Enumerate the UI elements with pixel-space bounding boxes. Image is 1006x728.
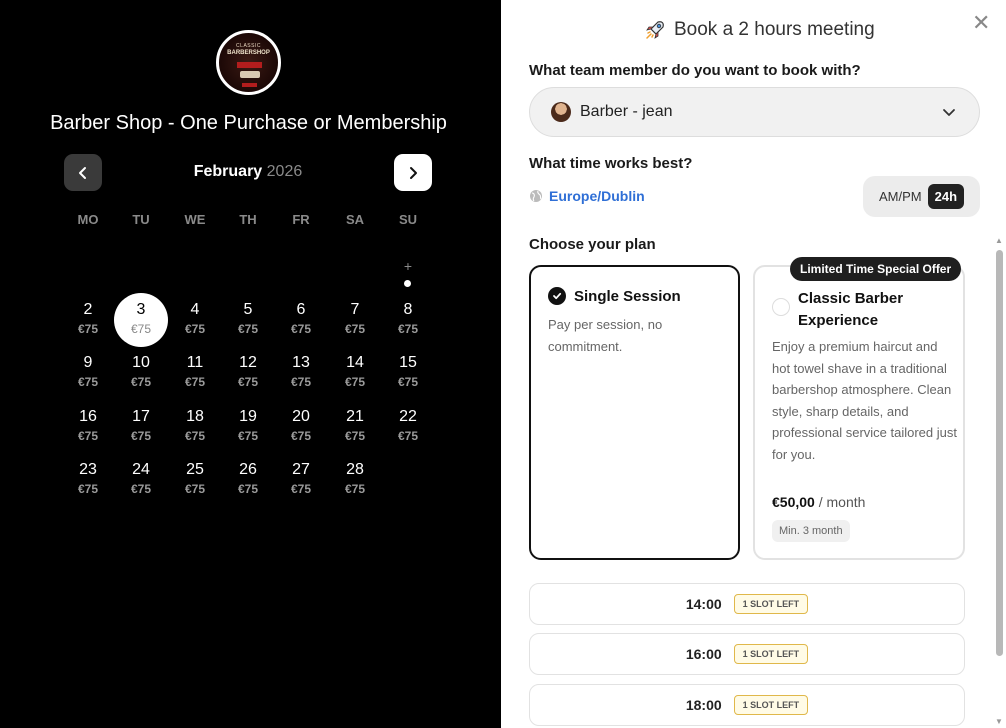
checkmark-icon (548, 287, 566, 305)
calendar-day[interactable] (328, 453, 382, 507)
month-name: February (193, 163, 263, 180)
plan-card-classic-barber[interactable] (753, 262, 965, 560)
calendar-day[interactable] (381, 293, 435, 347)
calendar-day[interactable] (221, 453, 275, 507)
weekday-label: SU (398, 212, 418, 227)
scroll-down-arrow-icon[interactable]: ▼ (995, 717, 1003, 726)
day-number: 6 (296, 301, 306, 318)
day-price: €75 (344, 429, 366, 443)
day-price: €75 (237, 429, 259, 443)
day-price: €75 (77, 322, 99, 336)
calendar-day[interactable] (274, 400, 328, 454)
plan-description: Enjoy a premium haircut and hot towel shave in a traditional barbershop atmosphere. Clean style, sharp details, and professional service tailored just for you. (772, 339, 957, 462)
scroll-up-arrow-icon[interactable]: ▲ (995, 236, 1003, 245)
calendar-day[interactable] (168, 400, 222, 454)
calendar-day[interactable] (114, 293, 168, 347)
day-price: €75 (184, 375, 206, 389)
globe-icon (529, 189, 543, 203)
slot-time: 14:00 (685, 596, 722, 612)
time-slot[interactable] (529, 633, 965, 675)
day-price: €75 (397, 375, 419, 389)
chevron-down-icon (941, 104, 957, 120)
weekday-label: TH (239, 212, 257, 227)
radio-button[interactable] (772, 298, 790, 316)
scrollbar-thumb[interactable] (996, 250, 1003, 656)
day-number: 18 (186, 408, 204, 425)
price-period: / month (814, 494, 866, 510)
day-price: €75 (290, 482, 312, 496)
plan-title: Single Session (574, 288, 681, 305)
day-number: 16 (79, 408, 97, 425)
team-question: What team member do you want to book with? (529, 62, 861, 79)
day-number: 4 (190, 301, 200, 318)
avatar (551, 102, 571, 122)
calendar-day[interactable] (328, 400, 382, 454)
weekday-label: TU (132, 212, 150, 227)
shop-title: Barber Shop - One Purchase or Membership (50, 112, 447, 134)
team-member-value: Barber - jean (580, 103, 673, 120)
calendar-day[interactable] (221, 293, 275, 347)
calendar-day[interactable] (328, 293, 382, 347)
day-price: €75 (184, 482, 206, 496)
day-price: €75 (237, 482, 259, 496)
calendar-day[interactable] (381, 400, 435, 454)
slot-availability-badge: 1 SLOT LEFT (734, 594, 809, 614)
day-price: €75 (130, 322, 152, 336)
day-price: €75 (130, 482, 152, 496)
slot-time: 18:00 (685, 697, 722, 713)
day-price: €75 (290, 322, 312, 336)
weekday-label: MO (77, 212, 99, 227)
day-number: 12 (239, 354, 257, 371)
rocket-icon (644, 19, 666, 41)
logo-ribbon (237, 62, 262, 68)
day-number: 8 (403, 301, 413, 318)
weekday-label: WE (184, 212, 206, 227)
day-price: €75 (290, 429, 312, 443)
minimum-term-badge: Min. 3 month (772, 520, 850, 542)
calendar-panel (0, 0, 501, 728)
day-price: €75 (237, 375, 259, 389)
day-number: 9 (83, 354, 93, 371)
format-24h-option[interactable]: 24h (928, 184, 964, 209)
calendar-day[interactable] (114, 346, 168, 400)
day-price: €75 (290, 375, 312, 389)
weekday-label: FR (292, 212, 310, 227)
timezone-text: Europe/Dublin (549, 188, 645, 204)
logo-text-classic: CLASSIC (236, 43, 261, 49)
plan-card-single-session[interactable] (529, 265, 740, 560)
time-slot[interactable] (529, 583, 965, 625)
day-number: 7 (350, 301, 360, 318)
booking-title (644, 19, 875, 41)
day-number: 23 (79, 461, 97, 478)
day-price: €75 (344, 482, 366, 496)
day-number: 10 (132, 354, 150, 371)
calendar-day[interactable] (168, 346, 222, 400)
chevron-left-icon (77, 166, 89, 180)
day-number: 17 (132, 408, 150, 425)
calendar-day[interactable] (61, 346, 115, 400)
day-number: 13 (292, 354, 310, 371)
plan-title: Classic Barber Experience (798, 290, 904, 329)
slot-availability-badge: 1 SLOT LEFT (734, 644, 809, 664)
logo-ribbon-small (242, 83, 257, 87)
day-price: €75 (77, 482, 99, 496)
logo-text-barbershop: BARBERSHOP (227, 50, 270, 56)
calendar-day[interactable] (274, 293, 328, 347)
day-number: 20 (292, 408, 310, 425)
calendar-day[interactable] (114, 453, 168, 507)
day-number: 21 (346, 408, 364, 425)
calendar-day[interactable] (61, 400, 115, 454)
day-number: 15 (399, 354, 417, 371)
plan-heading: Choose your plan (529, 236, 656, 253)
calendar-day[interactable] (328, 346, 382, 400)
time-slot[interactable] (529, 684, 965, 726)
calendar-day[interactable] (61, 453, 115, 507)
close-icon[interactable]: ✕ (972, 10, 991, 35)
year: 2026 (266, 163, 303, 180)
day-price: €75 (397, 322, 419, 336)
day-number: 3 (136, 301, 146, 318)
day-price: €75 (184, 429, 206, 443)
calendar-day[interactable] (221, 400, 275, 454)
chevron-right-icon (407, 166, 419, 180)
calendar-day[interactable] (168, 293, 222, 347)
day-number: 25 (186, 461, 204, 478)
offer-badge: Limited Time Special Offer (790, 257, 961, 281)
time-question: What time works best? (529, 155, 693, 172)
day-price: €75 (77, 429, 99, 443)
day-price: €75 (77, 375, 99, 389)
timezone-link[interactable] (529, 188, 645, 204)
today-dot (404, 280, 411, 287)
calendar-day[interactable] (274, 346, 328, 400)
booking-title-text: Book a 2 hours meeting (674, 19, 875, 40)
day-number: 26 (239, 461, 257, 478)
day-number: 19 (239, 408, 257, 425)
day-price: €75 (344, 375, 366, 389)
next-month-button[interactable] (394, 154, 432, 191)
previous-month-button[interactable] (64, 154, 102, 191)
calendar-day[interactable] (221, 346, 275, 400)
day-price: €75 (237, 322, 259, 336)
price-amount: €50,00 (772, 494, 815, 510)
day-number: 22 (399, 408, 417, 425)
booking-panel (501, 0, 1006, 728)
day-price: €75 (344, 322, 366, 336)
slot-availability-badge: 1 SLOT LEFT (734, 695, 809, 715)
day-number: 28 (346, 461, 364, 478)
day-number: 14 (346, 354, 364, 371)
plan-price (772, 494, 865, 510)
day-number: 5 (243, 301, 253, 318)
scrollbar[interactable] (994, 236, 1005, 728)
today-marker: + (403, 258, 413, 274)
calendar-day[interactable] (381, 346, 435, 400)
calendar-day[interactable] (61, 293, 115, 347)
time-format-toggle (863, 176, 980, 217)
day-number: 11 (186, 354, 204, 371)
weekday-label: SA (345, 212, 365, 227)
logo-emblem (240, 71, 260, 78)
day-price: €75 (397, 429, 419, 443)
day-price: €75 (184, 322, 206, 336)
day-price: €75 (130, 429, 152, 443)
month-year-label (140, 163, 356, 181)
team-member-select[interactable] (529, 87, 980, 137)
day-price: €75 (130, 375, 152, 389)
plan-description: Pay per session, no commitment. (548, 317, 663, 354)
calendar-day[interactable] (274, 453, 328, 507)
slot-time: 16:00 (685, 646, 722, 662)
calendar-day[interactable] (168, 453, 222, 507)
day-number: 24 (132, 461, 150, 478)
day-number: 27 (292, 461, 310, 478)
shop-logo (216, 30, 281, 95)
calendar-day[interactable] (114, 400, 168, 454)
day-number: 2 (83, 301, 93, 318)
format-ampm-option[interactable]: AM/PM (879, 189, 922, 204)
